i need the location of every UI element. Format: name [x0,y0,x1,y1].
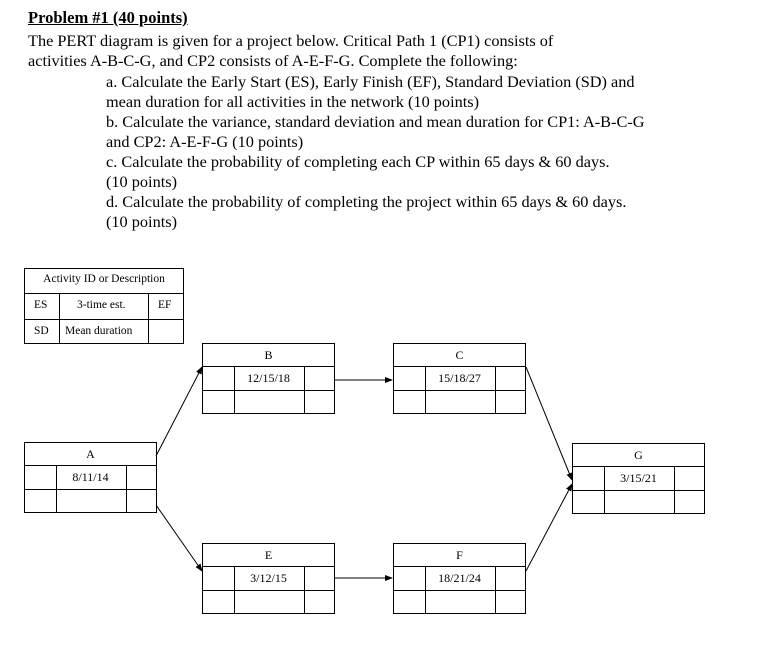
node-c-est: 15/18/27 [438,371,481,385]
legend-header: Activity ID or Description [43,273,165,285]
node-e [202,543,335,614]
item-c-line-2: (10 points) [106,172,177,191]
item-a-line-2: mean duration for all activities in the network (10 points) [106,92,480,111]
edge-f-g [526,484,572,571]
edge-c-g [526,367,572,480]
node-f-est: 18/21/24 [438,571,481,585]
node-a-est: 8/11/14 [72,470,109,484]
item-c-line-1: c. Calculate the probability of completing each CP within 65 days & 60 days. [106,152,610,171]
legend-mean: Mean duration [65,325,133,337]
legend-es: ES [34,299,48,311]
node-g-id: G [634,448,643,462]
problem-title: Problem #1 (40 points) [28,8,188,27]
item-b-line-2: and CP2: A-E-F-G (10 points) [106,132,304,151]
item-b-line-1: b. Calculate the variance, standard deviation and mean duration for CP1: A-B-C-G [106,112,645,131]
node-e-id: E [264,548,273,562]
legend-three-time: 3-time est. [77,299,126,311]
node-a-id: A [86,447,95,461]
item-d-line-2: (10 points) [106,212,177,231]
legend-ef: EF [158,299,172,311]
node-f [393,543,526,614]
node-b-id: B [264,348,273,362]
node-b-est: 12/15/18 [247,371,290,385]
node-c [393,343,526,414]
node-g-est: 3/15/21 [620,471,657,485]
intro-line-1: The PERT diagram is given for a project below. Critical Path 1 (CP1) consists of [28,31,554,50]
legend-box [24,268,184,344]
item-d-line-1: d. Calculate the probability of completing the project within 65 days & 60 days. [106,192,627,211]
node-c-id: C [455,348,464,362]
node-e-est: 3/12/15 [250,571,287,585]
node-g [572,443,705,514]
item-a-line-1: a. Calculate the Early Start (ES), Early Finish (EF), Standard Deviation (SD) and [106,72,635,91]
legend-sd: SD [34,325,49,337]
node-a [24,442,157,513]
edge-a-b [156,367,202,456]
intro-line-2: activities A-B-C-G, and CP2 consists of A-E-F-G. Complete the following: [28,51,518,70]
edge-a-e [156,505,202,571]
node-b [202,343,335,414]
node-f-id: F [456,548,463,562]
